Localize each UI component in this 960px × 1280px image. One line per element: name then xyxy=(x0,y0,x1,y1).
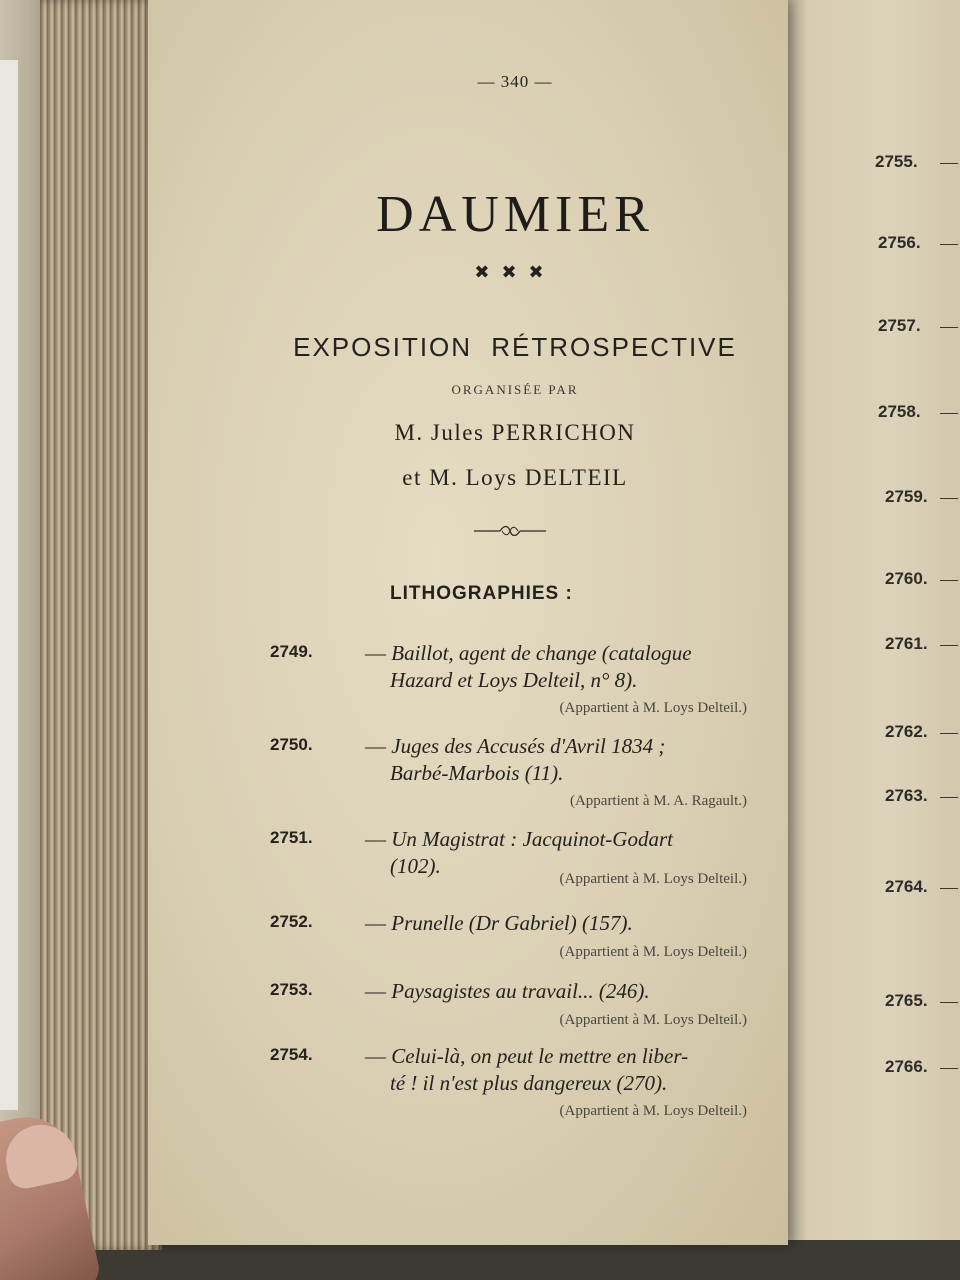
loose-sheet xyxy=(0,60,18,1110)
entry-dash: — xyxy=(365,1044,392,1068)
facing-entry-dash xyxy=(940,327,958,328)
facing-entry-dash xyxy=(940,580,958,581)
organizer-1: M. Jules PERRICHON xyxy=(394,420,636,445)
entry-dash: — xyxy=(365,641,392,665)
entry-line-2: Hazard et Loys Delteil, n° 8). xyxy=(390,668,638,692)
section-heading: LITHOGRAPHIES : xyxy=(390,583,573,604)
facing-entry-number: 2766. xyxy=(885,1057,928,1076)
entry-dash: — xyxy=(365,911,392,935)
facing-entry-number: 2757. xyxy=(878,316,921,335)
facing-entry-dash xyxy=(940,244,958,245)
facing-entry-number: 2764. xyxy=(885,877,928,896)
entry-number: 2750. xyxy=(270,735,313,754)
entry-line-1: Baillot, agent de change (catalogue xyxy=(391,641,692,665)
entry-line-1: Un Magistrat : Jacquinot-Godart xyxy=(391,827,673,851)
entry-dash: — xyxy=(365,734,392,758)
facing-entry-number: 2755. xyxy=(875,152,918,171)
facing-entry-number: 2759. xyxy=(885,487,928,506)
entry-owner: (Appartient à M. Loys Delteil.) xyxy=(559,1012,747,1028)
entry-description xyxy=(365,733,750,787)
entry-line-1: Paysagistes au travail... (246). xyxy=(391,979,650,1003)
page-title: DAUMIER xyxy=(376,186,654,243)
entry-line-1: Prunelle (Dr Gabriel) (157). xyxy=(391,911,633,935)
facing-entry-number: 2756. xyxy=(878,233,921,252)
entry-line-2: Barbé-Marbois (11). xyxy=(390,761,564,785)
entry-owner: (Appartient à M. Loys Delteil.) xyxy=(559,1103,747,1119)
facing-entry-dash xyxy=(940,1068,958,1069)
entry-number: 2752. xyxy=(270,912,313,931)
entry-owner: (Appartient à M. Loys Delteil.) xyxy=(559,871,747,887)
facing-entry-number: 2765. xyxy=(885,991,928,1010)
facing-entry-number: 2758. xyxy=(878,402,921,421)
entry-owner: (Appartient à M. A. Ragault.) xyxy=(569,793,747,809)
facing-entry-dash xyxy=(940,498,958,499)
entry-owner: (Appartient à M. Loys Delteil.) xyxy=(559,944,747,960)
facing-entry-number: 2761. xyxy=(885,634,928,653)
ornament-divider xyxy=(472,520,548,542)
facing-entry-number: 2760. xyxy=(885,569,928,588)
exhibition-subtitle: EXPOSITION RÉTROSPECTIVE xyxy=(293,332,737,362)
entry-dash: — xyxy=(365,827,392,851)
facing-page xyxy=(788,0,960,1240)
facing-entry-dash xyxy=(940,645,958,646)
facing-entry-dash xyxy=(940,888,958,889)
organizer-2: et M. Loys DELTEIL xyxy=(402,465,628,490)
facing-entry-dash xyxy=(940,163,958,164)
entry-line-2: té ! il n'est plus dangereux (270). xyxy=(390,1071,668,1095)
entry-number: 2751. xyxy=(270,828,313,847)
entry-owner: (Appartient à M. Loys Delteil.) xyxy=(559,700,747,716)
facing-entry-dash xyxy=(940,413,958,414)
ornament-stars: ✖✖✖ xyxy=(474,262,556,282)
entry-line-2: (102). xyxy=(390,854,441,878)
entry-description xyxy=(365,1043,750,1097)
entry-number: 2754. xyxy=(270,1045,313,1064)
facing-entry-dash xyxy=(940,797,958,798)
facing-entry-number: 2762. xyxy=(885,722,928,741)
facing-entry-dash xyxy=(940,733,958,734)
entry-description xyxy=(365,978,750,1005)
page-edges xyxy=(40,0,162,1250)
entry-description xyxy=(365,640,750,694)
facing-entry-dash xyxy=(940,1002,958,1003)
entry-number: 2753. xyxy=(270,980,313,999)
organized-by: ORGANISÉE PAR xyxy=(451,382,579,397)
entry-number: 2749. xyxy=(270,642,313,661)
entry-dash: — xyxy=(365,979,392,1003)
entry-line-1: Celui-là, on peut le mettre en liber- xyxy=(391,1044,689,1068)
page-number: — 340 — xyxy=(477,72,553,91)
facing-entry-number: 2763. xyxy=(885,786,928,805)
entry-line-1: Juges des Accusés d'Avril 1834 ; xyxy=(391,734,666,758)
entry-description xyxy=(365,910,750,937)
